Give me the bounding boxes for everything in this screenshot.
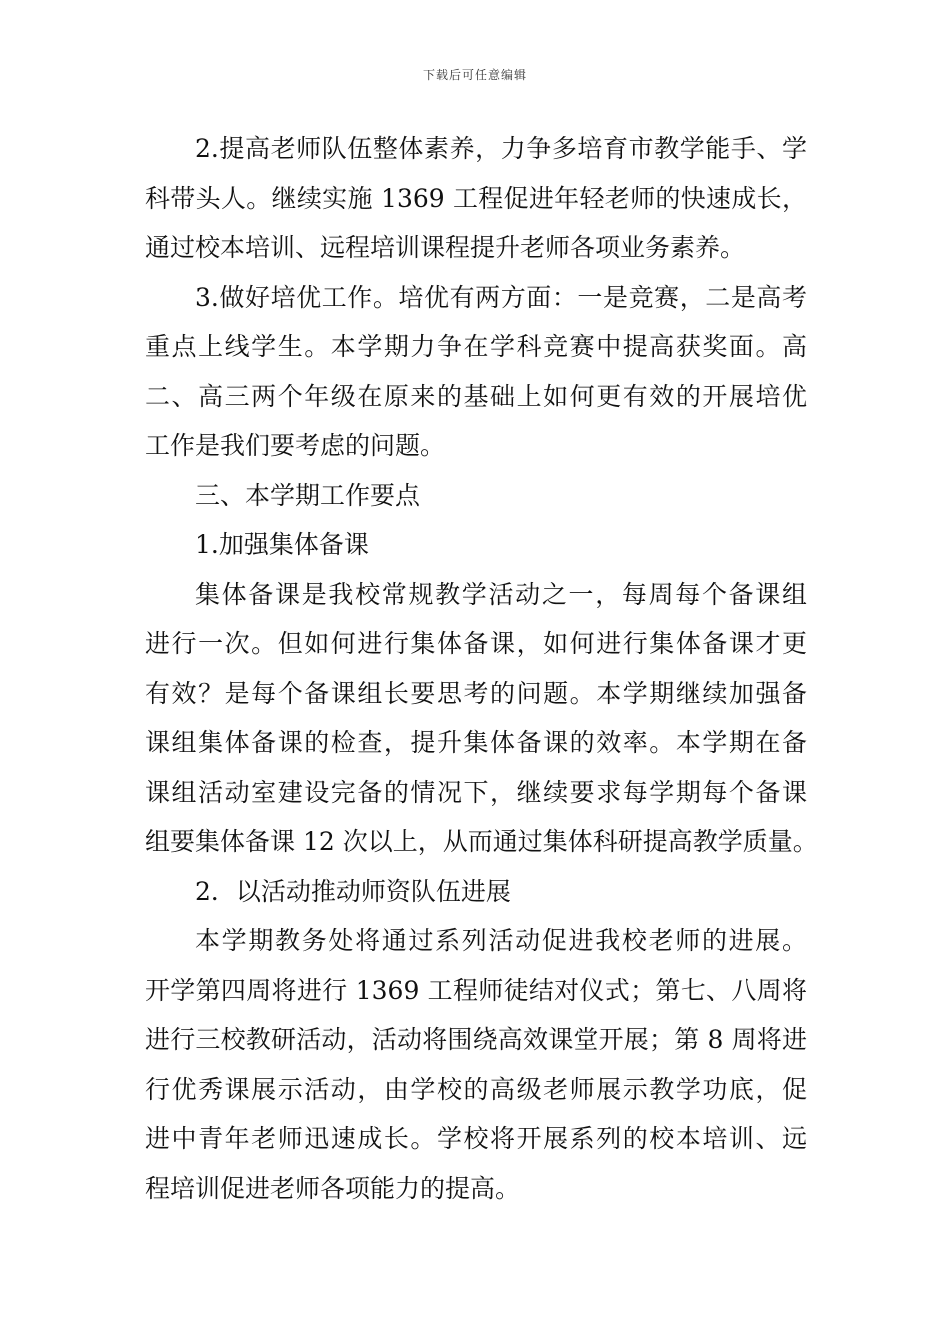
paragraph-line: 2.提高老师队伍整体素养，力争多培育市教学能手、学	[195, 134, 807, 163]
paragraph-line: 开学第四周将进行 1369 工程师徒结对仪式；第七、八周将	[145, 975, 807, 1005]
paragraph-line: 二、高三两个年级在原来的基础上如何更有效的开展培优	[145, 381, 807, 411]
subsection-heading: 1.加强集体备课	[195, 530, 369, 559]
header-note: 下载后可任意编辑	[422, 68, 527, 82]
section-heading: 三、本学期工作要点	[195, 480, 421, 510]
paragraph-line: 进中青年老师迅速成长。学校将开展系列的校本培训、远	[145, 1124, 807, 1153]
paragraph-line: 集体备课是我校常规教学活动之一，每周每个备课组	[195, 579, 807, 609]
paragraph-line: 重点上线学生。本学期力争在学科竞赛中提高获奖面。高	[145, 332, 807, 361]
paragraph-line: 课组集体备课的检查，提升集体备课的效率。本学期在备	[145, 728, 807, 757]
subsection-heading: 2．以活动推动师资队伍进展	[195, 876, 511, 906]
paragraph-line: 程培训促进老师各项能力的提高。	[145, 1173, 521, 1203]
paragraph-line: 进行三校教研活动，活动将围绕高效课堂开展；第 8 周将进	[145, 1025, 807, 1054]
paragraph-line: 课组活动室建设完备的情况下，继续要求每学期每个备课	[145, 777, 807, 807]
paragraph-line: 组要集体备课 12 次以上，从而通过集体科研提高教学质量。	[145, 827, 818, 856]
paragraph-line: 通过校本培训、远程培训课程提升老师各项业务素养。	[145, 233, 746, 262]
paragraph-line: 本学期教务处将通过系列活动促进我校老师的进展。	[195, 926, 807, 955]
paragraph-line: 有效？是每个备课组长要思考的问题。本学期继续加强备	[145, 678, 807, 708]
paragraph-line: 进行一次。但如何进行集体备课，如何进行集体备课才更	[145, 629, 807, 658]
paragraph-line: 3.做好培优工作。培优有两方面：一是竞赛，二是高考	[195, 282, 807, 312]
paragraph-line: 科带头人。继续实施 1369 工程促进年轻老师的快速成长，	[145, 183, 807, 213]
paragraph-line: 工作是我们要考虑的问题。	[145, 431, 446, 460]
paragraph-line: 行优秀课展示活动，由学校的高级老师展示教学功底，促	[145, 1074, 807, 1104]
document-body	[145, 124, 818, 1213]
